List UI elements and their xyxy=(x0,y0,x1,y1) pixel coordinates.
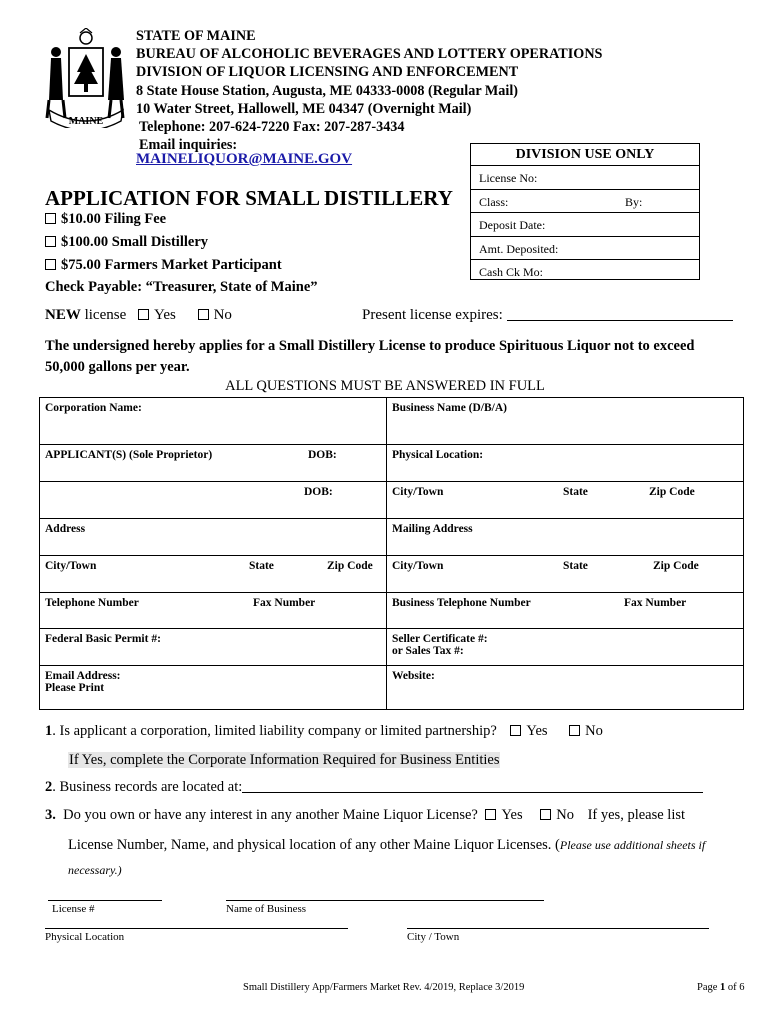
applicant-field[interactable]: APPLICANT(S) (Sole Proprietor) DOB: xyxy=(40,445,387,482)
license-number-caption: License # xyxy=(52,903,95,915)
agency-header xyxy=(136,27,602,154)
physical-location-caption: Physical Location xyxy=(45,931,125,943)
applicant-dob-field[interactable]: DOB: xyxy=(40,482,387,519)
question-1-subnote: If Yes, complete the Corporate Information Required for Business Entities xyxy=(69,752,500,768)
new-license-row: NEW license Yes No xyxy=(45,307,232,323)
question-1: 1. Is applicant a corporation, limited liability company or limited partnership? Yes No xyxy=(45,723,603,739)
header-line: Telephone: 207-624-7220 Fax: 207-287-3434 xyxy=(139,119,405,136)
business-name-field[interactable]: Business Name (D/B/A) xyxy=(387,398,744,445)
new-license-yes-checkbox[interactable] xyxy=(138,309,149,320)
fee-filing[interactable]: $10.00 Filing Fee xyxy=(45,211,166,228)
applicant-info-table xyxy=(39,397,744,710)
page-title: APPLICATION FOR SMALL DISTILLERY xyxy=(45,186,453,210)
business-telephone-fax-field[interactable]: Business Telephone Number Fax Number xyxy=(387,593,744,629)
physical-location-line[interactable] xyxy=(45,928,348,929)
checkbox[interactable] xyxy=(45,213,56,224)
mailing-address-field[interactable]: Mailing Address xyxy=(387,519,744,556)
intro-statement: The undersigned hereby applies for a Small Distillery License to produce Spirituous Liquor not to exceed 50,000 gallons per year. xyxy=(45,338,695,375)
federal-permit-field[interactable]: Federal Basic Permit #: xyxy=(40,629,387,666)
physical-city-state-zip[interactable]: City/Town State Zip Code xyxy=(387,482,744,519)
header-line: STATE OF MAINE xyxy=(136,28,256,44)
fee-farmers-market[interactable]: $75.00 Farmers Market Participant xyxy=(45,257,282,274)
business-name-caption: Name of Business xyxy=(226,903,307,915)
question-2[interactable]: 2. Business records are located at: xyxy=(45,779,703,796)
all-questions-notice: ALL QUESTIONS MUST BE ANSWERED IN FULL xyxy=(225,378,545,394)
question-3-line2: License Number, Name, and physical location of any other Maine Liquor Licenses. (Please use additional sheets if xyxy=(68,837,706,853)
address-field[interactable]: Address xyxy=(40,519,387,556)
header-line: Email inquiries: xyxy=(139,137,238,154)
deposit-date-field: Deposit Date: xyxy=(471,213,699,237)
class-field: Class: By: xyxy=(471,190,699,214)
footer-revision: Small Distillery App/Farmers Market Rev. 4/2019, Replace 3/2019 xyxy=(243,982,525,993)
email-link[interactable]: MAINELIQUOR@MAINE.GOV xyxy=(136,151,353,167)
header-line: BUREAU OF ALCOHOLIC BEVERAGES AND LOTTERY OPERATIONS xyxy=(136,46,603,63)
fee-small-distillery[interactable]: $100.00 Small Distillery xyxy=(45,234,208,251)
cash-field: Cash Ck Mo: xyxy=(479,265,544,279)
website-field[interactable]: Website: xyxy=(387,666,744,710)
license-expires-field[interactable]: Present license expires: xyxy=(362,307,733,324)
checkbox[interactable] xyxy=(45,236,56,247)
check-payable: Check Payable: “Treasurer, State of Maine” xyxy=(45,279,318,295)
license-no-field: License No: xyxy=(471,166,699,190)
question-3-note: necessary.) xyxy=(68,863,122,877)
question-3: 3. Do you own or have any interest in any another Maine Liquor License? Yes No If yes, please list xyxy=(45,807,686,823)
q3-yes-checkbox[interactable] xyxy=(485,809,496,820)
new-license-no-checkbox[interactable] xyxy=(198,309,209,320)
amt-deposited-field: Amt. Deposited: xyxy=(471,237,699,261)
q1-yes-checkbox[interactable] xyxy=(510,725,521,736)
maine-state-seal xyxy=(43,28,129,128)
q1-no-checkbox[interactable] xyxy=(569,725,580,736)
q3-no-checkbox[interactable] xyxy=(540,809,551,820)
division-use-title: DIVISION USE ONLY xyxy=(471,144,699,166)
corporation-name-field[interactable]: Corporation Name: xyxy=(40,398,387,445)
email-address-field[interactable]: Email Address: Please Print xyxy=(40,666,387,710)
checkbox[interactable] xyxy=(45,259,56,270)
seller-certificate-field[interactable]: Seller Certificate #: or Sales Tax #: xyxy=(387,629,744,666)
header-line: DIVISION OF LIQUOR LICENSING AND ENFORCEMENT xyxy=(136,64,519,81)
telephone-fax-field[interactable]: Telephone Number Fax Number xyxy=(40,593,387,629)
header-line: 8 State House Station, Augusta, ME 04333-0008 (Regular Mail) xyxy=(136,82,519,99)
license-number-line[interactable] xyxy=(48,900,162,901)
page-number: Page 1 of 6 xyxy=(697,982,745,993)
svg-text:MAINE: MAINE xyxy=(68,116,104,127)
city-town-line[interactable] xyxy=(407,928,709,929)
city-town-caption: City / Town xyxy=(407,931,460,943)
division-use-box xyxy=(470,143,700,280)
business-name-line[interactable] xyxy=(226,900,544,901)
physical-location-field[interactable]: Physical Location: xyxy=(387,445,744,482)
city-state-zip-field[interactable]: City/Town State Zip Code xyxy=(40,556,387,593)
mailing-city-state-zip[interactable]: City/Town State Zip Code xyxy=(387,556,744,593)
by-label: By: xyxy=(625,194,643,209)
header-line: 10 Water Street, Hallowell, ME 04347 (Overnight Mail) xyxy=(136,100,472,117)
